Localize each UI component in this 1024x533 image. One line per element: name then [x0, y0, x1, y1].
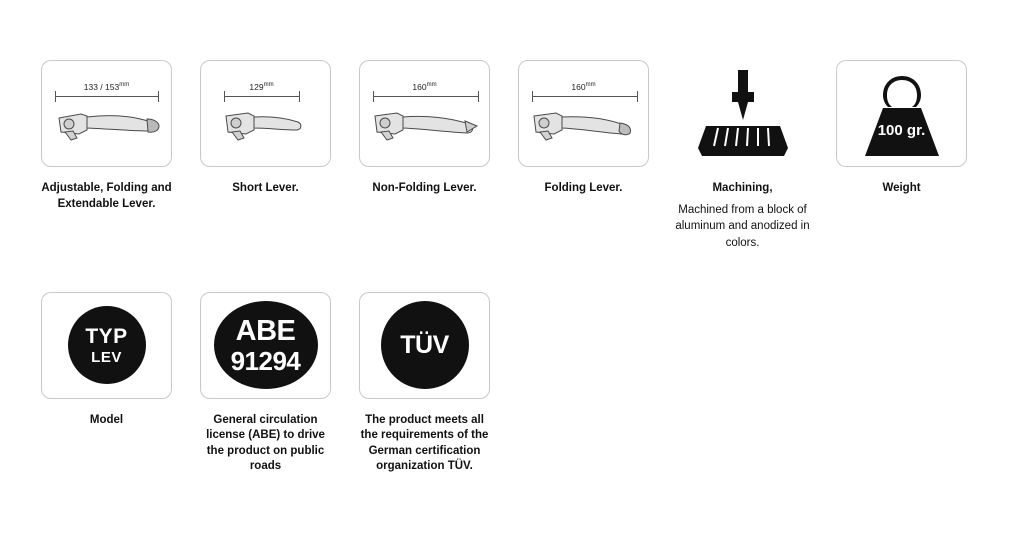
- dimension-value: 129: [249, 81, 264, 92]
- model-badge-icon: [68, 306, 146, 384]
- feature-icon-box: [200, 60, 331, 167]
- feature-icon-box: [41, 292, 172, 399]
- dimension-unit: mm: [119, 81, 130, 88]
- lever-drawing: [210, 104, 322, 150]
- feature-caption: Machining,: [712, 182, 773, 194]
- feature-icon-box: [200, 292, 331, 399]
- dimension-value: 133 / 153: [83, 81, 120, 92]
- feature-row-2: [40, 292, 1000, 475]
- dimension-value: 160: [412, 81, 427, 92]
- feature-icon-box: [359, 60, 490, 167]
- dimension-line: [373, 96, 479, 97]
- dimension-unit: mm: [585, 81, 596, 88]
- dimension-unit: mm: [426, 81, 437, 88]
- feature-weight: [835, 60, 968, 197]
- feature-folding-lever: [517, 60, 650, 197]
- lever-drawing: [528, 104, 640, 150]
- dimension-label: [47, 82, 167, 91]
- feature-model: [40, 292, 173, 429]
- feature-caption: Non-Folding Lever.: [372, 182, 477, 194]
- feature-icon-box: [518, 60, 649, 167]
- feature-caption: Folding Lever.: [544, 182, 623, 194]
- dimension-label: [524, 82, 644, 91]
- feature-icon-box: [41, 60, 172, 167]
- lever-adjustable-icon: [47, 66, 167, 162]
- dimension-line: [532, 96, 638, 97]
- feature-caption: Adjustable, Folding and Extendable Lever.: [41, 182, 172, 210]
- abe-badge-icon: [214, 301, 318, 389]
- model-badge-line1: TYP: [85, 324, 128, 348]
- feature-abe: [199, 292, 332, 475]
- feature-caption: General circulation license (ABE) to drive the product on public roads: [206, 413, 325, 473]
- dimension-label: [365, 82, 485, 91]
- feature-tuv: [358, 292, 491, 475]
- feature-icon-box: [359, 292, 490, 399]
- feature-caption: Short Lever.: [232, 182, 299, 194]
- dimension-line: [224, 96, 300, 97]
- feature-adjustable-lever: [40, 60, 173, 212]
- tuv-badge-icon: [381, 301, 469, 389]
- weight-kettlebell-icon: [847, 66, 957, 162]
- feature-row-1: [40, 60, 1000, 252]
- dimension-label: [212, 82, 312, 91]
- feature-caption: The product meets all the requirements of the German certification organization TÜV.: [360, 413, 489, 473]
- feature-icon-box: [677, 60, 808, 167]
- kettlebell-shape: [847, 66, 957, 162]
- lever-folding-icon: [524, 66, 644, 162]
- dimension-unit: mm: [263, 81, 274, 88]
- tuv-badge-line1: TÜV: [400, 330, 449, 359]
- feature-machining: [676, 60, 809, 252]
- cnc-machining-icon: [688, 66, 798, 162]
- weight-value: 100 gr.: [877, 121, 926, 139]
- dimension-value: 160: [571, 81, 586, 92]
- feature-subcaption: Machined from a block of aluminum and anodized in colors.: [675, 203, 810, 249]
- feature-caption: Model: [89, 413, 124, 426]
- feature-non-folding-lever: [358, 60, 491, 197]
- feature-grid: [40, 60, 1000, 475]
- feature-icon-box: [836, 60, 967, 167]
- lever-non-folding-icon: [365, 66, 485, 162]
- lever-short-icon: [206, 66, 326, 162]
- model-badge-line2: LEV: [91, 348, 122, 366]
- lever-drawing: [51, 104, 163, 150]
- lever-drawing: [369, 104, 481, 150]
- feature-short-lever: [199, 60, 332, 197]
- abe-badge-line1: ABE: [235, 314, 296, 347]
- abe-badge-line2: 91294: [230, 345, 301, 376]
- dimension-line: [55, 96, 159, 97]
- feature-caption: Weight: [882, 182, 921, 194]
